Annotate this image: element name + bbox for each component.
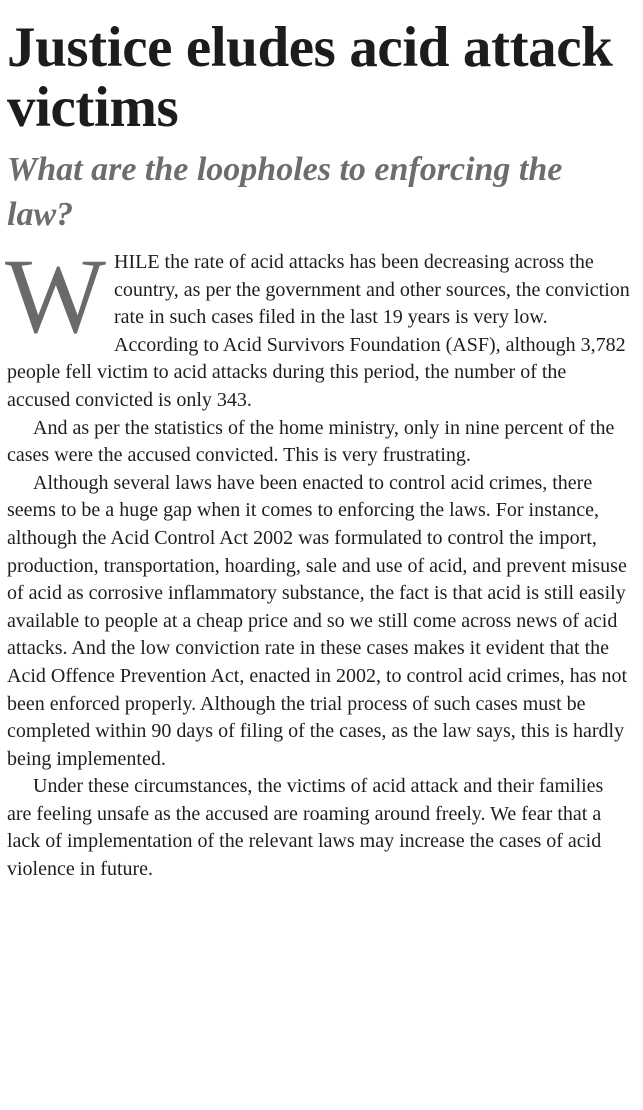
body-paragraph-3: Although several laws have been enacted to control acid crimes, there seems to be a huge gap when it comes to enforcing the laws. For instance, although the Acid Control Act 2002 was formulated to control the import, production, transportation, hoarding, sale and use of acid, and prevent misuse of acid as corrosive inflammatory substance, the fact is that acid is still easily available to people at a cheap price and so we still come across news of acid attacks. And the low conviction rate in these cases makes it evident that the Acid Offence Prevention Act, enacted in 2002, to control acid crimes, has not been enforced properly. Although the trial process of such cases must be completed within 90 days of filing of the cases, as the law says, this is hardly being implemented. (7, 471, 627, 770)
body-paragraph-4: Under these circumstances, the victims of acid attack and their families are feeling unsafe as the accused are roaming around freely. We fear that a lack of implementation of the relevant laws may increase the cases of acid violence in future. (7, 775, 604, 881)
headline: Justice eludes acid attack victims (7, 16, 613, 139)
body-paragraph-1-text: HILE the rate of acid attacks has been decreasing across the country, as per the government and other sources, the conviction rate in such cases filed in the last 19 years is very low. According to Acid Survivors Foundation (ASF), although 3,782 people fell victim to acid attacks during this period, the number of the accused convicted is only 343. (7, 251, 630, 411)
body-paragraph-2: And as per the statistics of the home ministry, only in nine percent of the cases were the accused convicted. This is very frustrating. (7, 416, 615, 467)
body-paragraph-1 (5, 238, 631, 415)
subheadline: What are the loopholes to enforcing the law? (7, 151, 563, 233)
article-body (5, 238, 631, 884)
drop-cap: W (5, 238, 106, 356)
